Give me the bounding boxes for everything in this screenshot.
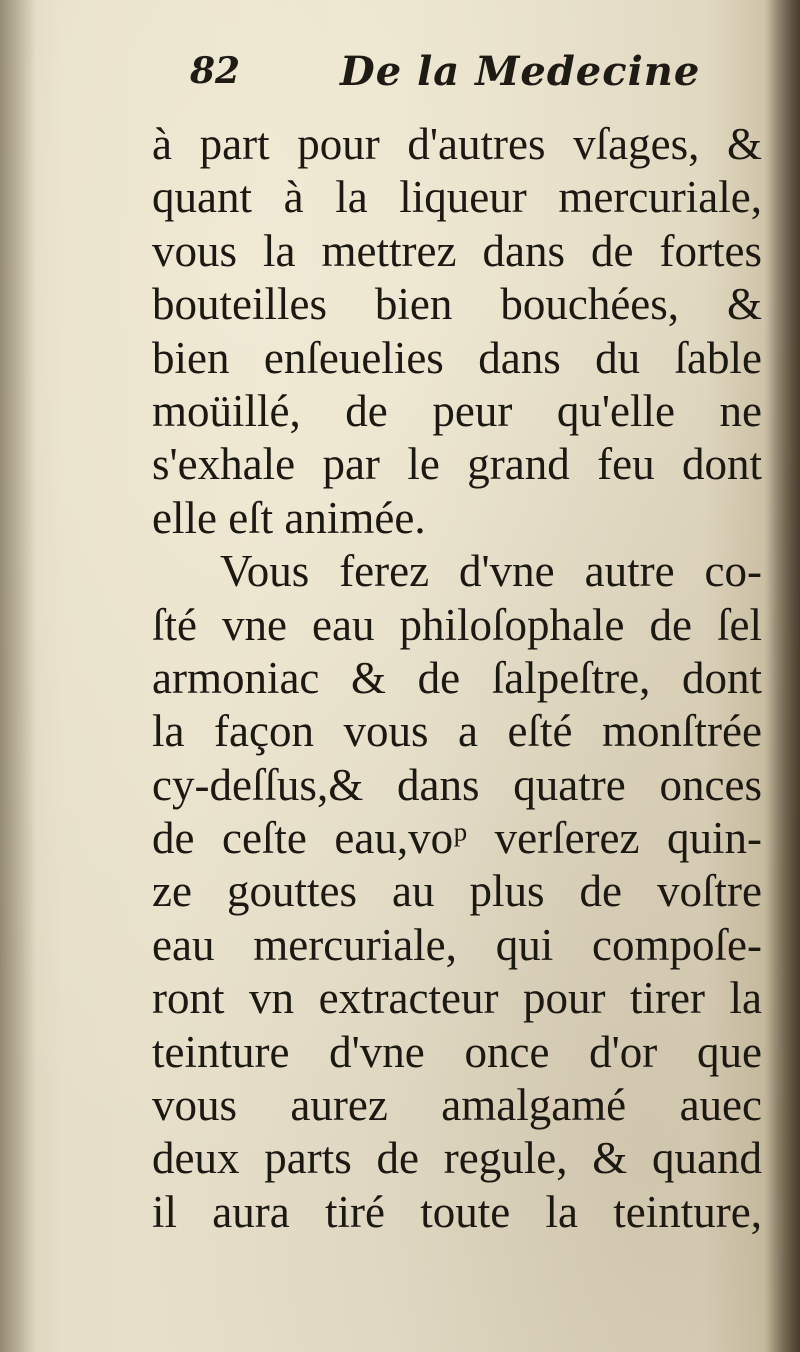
text-line: s'exhale par le grand feu dont [152,439,762,490]
text-line: ront vn extracteur pour tirer la [152,973,762,1024]
text-line: moüillé, de peur qu'elle ne [152,385,762,436]
text-line: armoniac & de ſalpeſtre, dont [152,652,762,703]
page-header [190,48,750,108]
paragraph [152,118,772,545]
text-line: ze gouttes au plus de voſtre [152,866,762,917]
text-line: vous aurez amalgamé auec [152,1080,762,1131]
text-body [152,118,772,1239]
text-line: bien enſeuelies dans du ſable [152,332,762,383]
text-line: ſté vne eau philoſophale de ſel [152,599,762,650]
text-line: à part pour d'autres vſages, & [152,119,762,169]
paragraph [152,545,772,1239]
page-gutter-shadow [0,0,36,1352]
running-title: De la Medecine [340,48,701,95]
text-line: cy-deſſus,& dans quatre onces [152,759,762,810]
text-line: la façon vous a eſté monſtrée [152,706,762,757]
text-line: teinture d'vne once d'or que [152,1026,762,1077]
text-line: Vous ferez d'vne autre co- [220,546,762,597]
page-number: 82 [190,50,241,92]
text-line: eau mercuriale, qui compoſe- [152,919,762,970]
text-line: vous la mettrez dans de fortes [152,225,762,276]
text-line: il aura tiré toute la teinture, [152,1186,762,1237]
text-line: deux parts de regule, & quand [152,1133,762,1184]
text-line: de ceſte eau,voᵖ verſerez quin- [152,813,762,864]
text-line: elle eſt animée. [152,492,426,543]
text-line: bouteilles bien bouchées, & [152,279,762,330]
text-line: quant à la liqueur mercuriale, [152,172,762,223]
